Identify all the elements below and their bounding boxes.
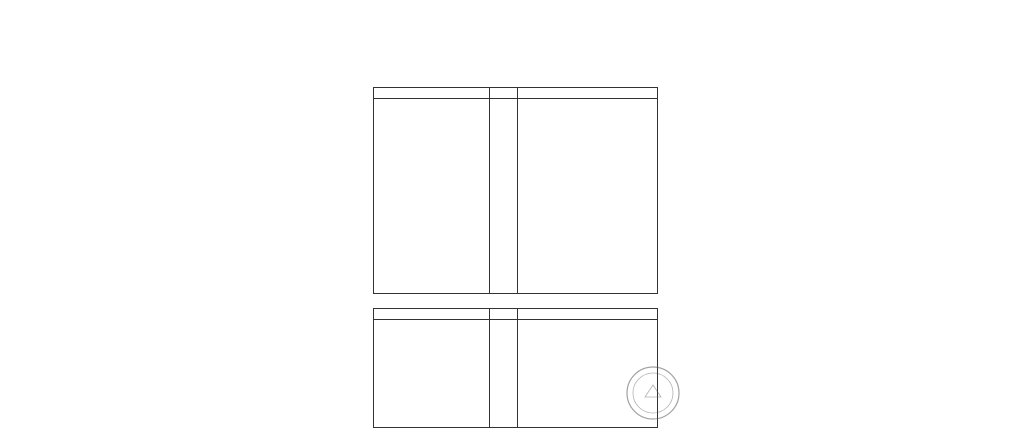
document-page (353, 0, 668, 433)
table-row (374, 320, 658, 428)
section-1-table (373, 87, 658, 294)
table-header-row (374, 88, 658, 99)
table-row (374, 99, 658, 294)
item-cell (374, 320, 490, 428)
score-cell (490, 99, 518, 294)
column-header (490, 309, 518, 320)
section-2-table (373, 308, 658, 428)
indicator-cell (374, 99, 490, 294)
score-cell (490, 320, 518, 428)
column-header (518, 309, 658, 320)
criteria-cell (518, 99, 658, 294)
column-header (518, 88, 658, 99)
table-header-row (374, 309, 658, 320)
column-header (490, 88, 518, 99)
official-stamp (623, 363, 683, 423)
column-header (374, 88, 490, 99)
column-header (374, 309, 490, 320)
